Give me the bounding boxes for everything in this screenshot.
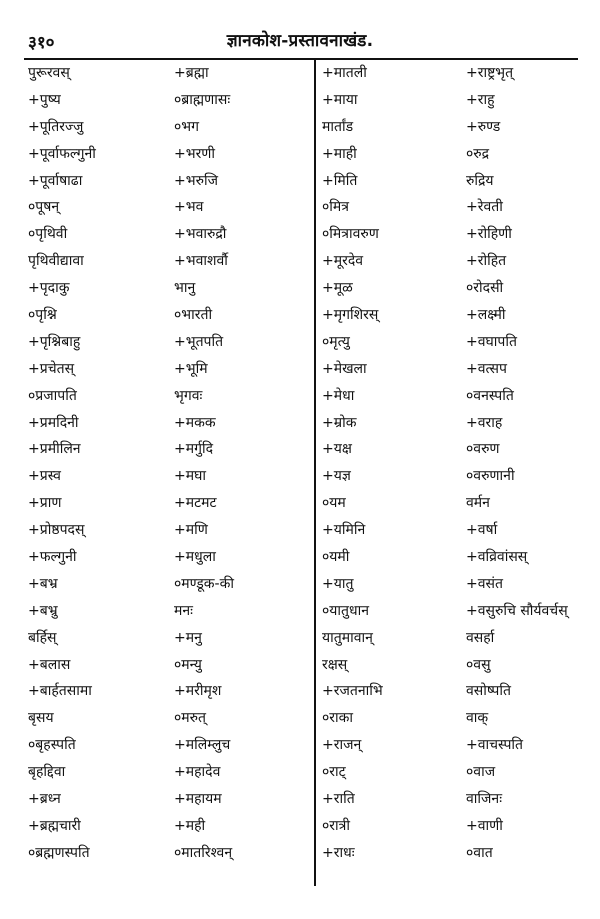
word-entry: +मिति xyxy=(322,172,358,189)
word-entry: ०रोदसी xyxy=(466,280,504,297)
word-column-2 xyxy=(174,64,234,871)
word-column-3 xyxy=(322,64,383,871)
word-entry: ०पृथिवी xyxy=(28,226,68,243)
word-entry: ०ब्राह्मणासः xyxy=(174,91,231,108)
word-entry: +मकक xyxy=(174,414,216,431)
word-column-4 xyxy=(466,64,568,871)
word-entry: वसर्हा xyxy=(466,629,495,646)
word-entry: +बभ्रु xyxy=(28,602,58,619)
word-entry: +मरीमृश xyxy=(174,683,222,700)
word-entry: +यातु xyxy=(322,575,354,592)
word-entry: +फल्गुनी xyxy=(28,549,77,566)
word-entry: ०भग xyxy=(174,118,200,135)
word-entry: +मघा xyxy=(174,468,207,485)
word-entry: +वसंत xyxy=(466,575,503,592)
word-entry: +बभ्र xyxy=(28,575,58,592)
word-entry: पृथिवीद्यावा xyxy=(28,253,84,270)
word-entry: ०रुद्र xyxy=(466,145,490,162)
word-entry: +मटमट xyxy=(174,495,217,512)
word-entry: +राहु xyxy=(466,91,495,108)
word-entry: +बलास xyxy=(28,656,71,673)
word-entry: ०मातरिश्वन् xyxy=(174,844,233,861)
word-entry: मार्तांड xyxy=(322,118,354,135)
word-entry: ०वसु xyxy=(466,656,491,673)
word-entry: +रेवती xyxy=(466,199,503,216)
word-column-1 xyxy=(28,64,96,871)
word-entry: यातुमावान् xyxy=(322,629,373,646)
word-entry: +बार्हतसामा xyxy=(28,683,92,700)
word-entry: +माया xyxy=(322,91,358,108)
word-entry: +रजतनाभि xyxy=(322,683,383,700)
word-entry: +पूर्वाषाढा xyxy=(28,172,83,189)
word-entry: ०मन्यु xyxy=(174,656,202,673)
word-entry: +म्रोक xyxy=(322,414,357,431)
word-entry: बर्हिस् xyxy=(28,629,57,646)
word-entry: +मेधा xyxy=(322,387,355,404)
word-entry: +रोहित xyxy=(466,253,507,270)
word-entry: +राजन् xyxy=(322,737,362,754)
word-entry: +मूरदेव xyxy=(322,253,364,270)
word-entry: ०वनस्पति xyxy=(466,387,514,404)
word-entry: पुरूरवस् xyxy=(28,65,70,81)
word-entry: +भवारुद्रौ xyxy=(174,226,227,243)
word-entry: +मधुला xyxy=(174,549,216,566)
word-entry: +प्रस्व xyxy=(28,468,61,485)
word-entry: +प्रोष्ठपदस् xyxy=(28,522,85,539)
header-rule xyxy=(24,58,578,60)
word-entry: +वर्षा xyxy=(466,522,498,539)
word-entry: +लक्ष्मी xyxy=(466,307,506,324)
word-entry: ०वरुण xyxy=(466,441,500,458)
word-entry: ०पूषन् xyxy=(28,199,60,216)
word-entry: वाक् xyxy=(466,710,489,727)
word-entry: ०राका xyxy=(322,710,354,727)
word-entry: +रुण्ड xyxy=(466,118,501,135)
word-entry: +प्रचेतस् xyxy=(28,360,75,377)
word-entry: +यज्ञ xyxy=(322,468,351,485)
word-entry: +राधः xyxy=(322,844,355,861)
word-entry: बृसय xyxy=(28,710,54,727)
word-entry: +राष्ट्रभृत् xyxy=(466,65,514,81)
word-entry: +भव xyxy=(174,199,204,216)
word-entry: +पूतिरज्जु xyxy=(28,118,84,135)
word-entry: +वत्सप xyxy=(466,360,507,377)
word-entry: +प्रमदिनी xyxy=(28,414,79,431)
word-entry: +पृदाकु xyxy=(28,280,70,297)
word-entry: +भूतपति xyxy=(174,333,224,350)
word-entry: ०बृहस्पति xyxy=(28,737,76,754)
word-entry: ०रात्री xyxy=(322,817,350,834)
word-entry: ०यम xyxy=(322,495,346,512)
word-entry: +महादेव xyxy=(174,764,221,781)
word-entry: +पृश्निबाहु xyxy=(28,333,81,350)
word-entry: +रोहिणी xyxy=(466,226,512,243)
word-entry: वसोष्पति xyxy=(466,683,511,700)
word-entry: +वराह xyxy=(466,414,503,431)
word-entry: +मृगशिरस् xyxy=(322,307,379,324)
word-entry: वाजिनः xyxy=(466,791,503,808)
word-entry: ०मरुत् xyxy=(174,710,207,727)
word-entry: +महायम xyxy=(174,791,222,808)
word-entry: +मणि xyxy=(174,522,208,539)
word-entry: रुद्रिय xyxy=(466,172,494,189)
word-entry: ०मृत्यु xyxy=(322,333,350,350)
word-entry: ०प्रजापति xyxy=(28,387,77,404)
word-entry: ०ब्रह्मणस्पति xyxy=(28,844,90,861)
word-entry: +भरुजि xyxy=(174,172,218,189)
word-entry: ०पृश्नि xyxy=(28,307,57,324)
word-entry: +माही xyxy=(322,145,357,162)
word-entry: +वव्रिवांसस् xyxy=(466,549,528,566)
word-entry: +मनु xyxy=(174,629,202,646)
word-entry: +पुष्य xyxy=(28,91,61,108)
word-entry: ०मित्र xyxy=(322,199,350,216)
column-divider xyxy=(314,60,316,886)
word-entry: ०वात xyxy=(466,844,493,861)
word-entry: ०राट् xyxy=(322,764,346,781)
page-title: ज्ञानकोश-प्रस्तावनाखंड. xyxy=(226,31,374,51)
word-entry: +मूळ xyxy=(322,280,353,297)
word-entry: +ब्रध्न xyxy=(28,791,61,808)
word-entry: भानु xyxy=(174,280,196,297)
word-entry: वर्मन xyxy=(466,495,490,512)
word-entry: +वसुरुचि सौर्यवर्चस् xyxy=(466,602,568,619)
word-entry: +प्रमीलिन xyxy=(28,441,81,458)
word-entry: ०यमी xyxy=(322,549,350,566)
page-number: ३१० xyxy=(28,33,55,53)
word-entry: ०भारती xyxy=(174,307,213,324)
word-entry: रक्षस् xyxy=(322,656,348,673)
word-entry: +यक्ष xyxy=(322,441,352,458)
word-entry: +वघापति xyxy=(466,333,517,350)
word-entry: मनः xyxy=(174,602,193,619)
word-entry: +मही xyxy=(174,817,206,834)
word-entry: +राति xyxy=(322,791,355,808)
word-entry: बृहद्दिवा xyxy=(28,764,66,781)
word-entry: ०मित्रावरुण xyxy=(322,226,379,243)
word-entry: भृगवः xyxy=(174,387,203,404)
word-entry: +भूमि xyxy=(174,360,208,377)
word-entry: ०वाज xyxy=(466,764,496,781)
word-entry: +भरणी xyxy=(174,145,216,162)
word-entry: +पूर्वाफल्गुनी xyxy=(28,145,96,162)
word-entry: +मर्गुदि xyxy=(174,441,214,458)
word-entry: +भवाशर्वौ xyxy=(174,253,228,270)
word-entry: ०यातुधान xyxy=(322,602,370,619)
word-entry: +मलिम्लुच xyxy=(174,737,231,754)
word-entry: +प्राण xyxy=(28,495,62,512)
word-entry: +ब्रह्मचारी xyxy=(28,817,81,834)
word-entry: ०वरुणानी xyxy=(466,468,515,485)
word-entry: +ब्रह्मा xyxy=(174,65,209,81)
word-entry: ०मण्डूक-की xyxy=(174,575,234,592)
word-entry: +मातली xyxy=(322,65,367,81)
word-entry: +मेखला xyxy=(322,360,367,377)
word-entry: +वाचस्पति xyxy=(466,737,524,754)
word-entry: +यमिनि xyxy=(322,522,366,539)
word-entry: +वाणी xyxy=(466,817,503,834)
